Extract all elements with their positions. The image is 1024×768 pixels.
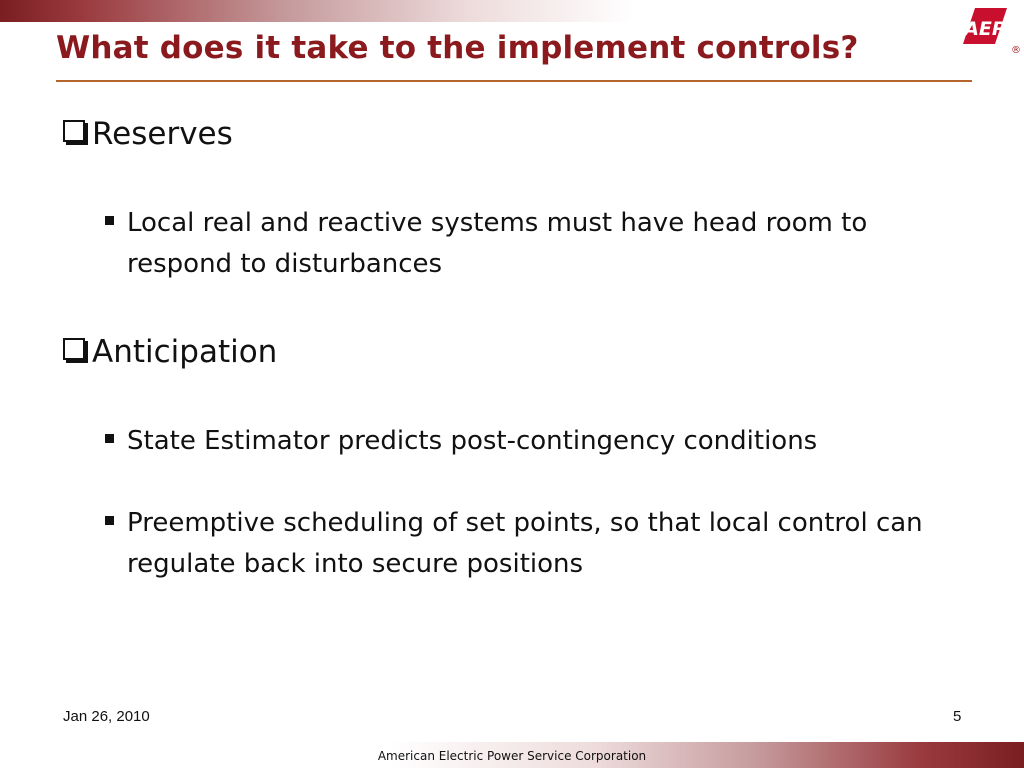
footer-date: Jan 26, 2010: [63, 708, 150, 725]
square-bullet-icon: [105, 216, 114, 225]
title-underline: [56, 80, 972, 82]
bullet-item: [105, 421, 965, 462]
bullet-text: State Estimator predicts post-contingency conditions: [127, 426, 818, 456]
registered-mark: ®: [1011, 45, 1021, 56]
section-heading-reserves: [63, 116, 233, 152]
bullet-text: Preemptive scheduling of set points, so that local control can regulate back into secure positions: [127, 508, 923, 579]
aep-logo-text: AEP: [964, 18, 1006, 40]
bullet-item: [105, 503, 965, 585]
aep-logo: [955, 4, 1011, 54]
bullet-text: Local real and reactive systems must have head room to respond to disturbances: [127, 208, 868, 279]
section-heading-anticipation: [63, 334, 277, 370]
top-gradient-band: [0, 0, 1024, 22]
checkbox-bullet-icon: [63, 120, 85, 142]
section-heading-text: Reserves: [92, 116, 233, 152]
company-name: American Electric Power Service Corporation: [377, 749, 647, 763]
page-number: 5: [953, 708, 962, 725]
section-heading-text: Anticipation: [92, 334, 278, 370]
checkbox-bullet-icon: [63, 338, 85, 360]
square-bullet-icon: [105, 516, 114, 525]
square-bullet-icon: [105, 434, 114, 443]
slide-title: What does it take to the implement controls?: [56, 30, 859, 66]
bullet-item: [105, 203, 965, 285]
